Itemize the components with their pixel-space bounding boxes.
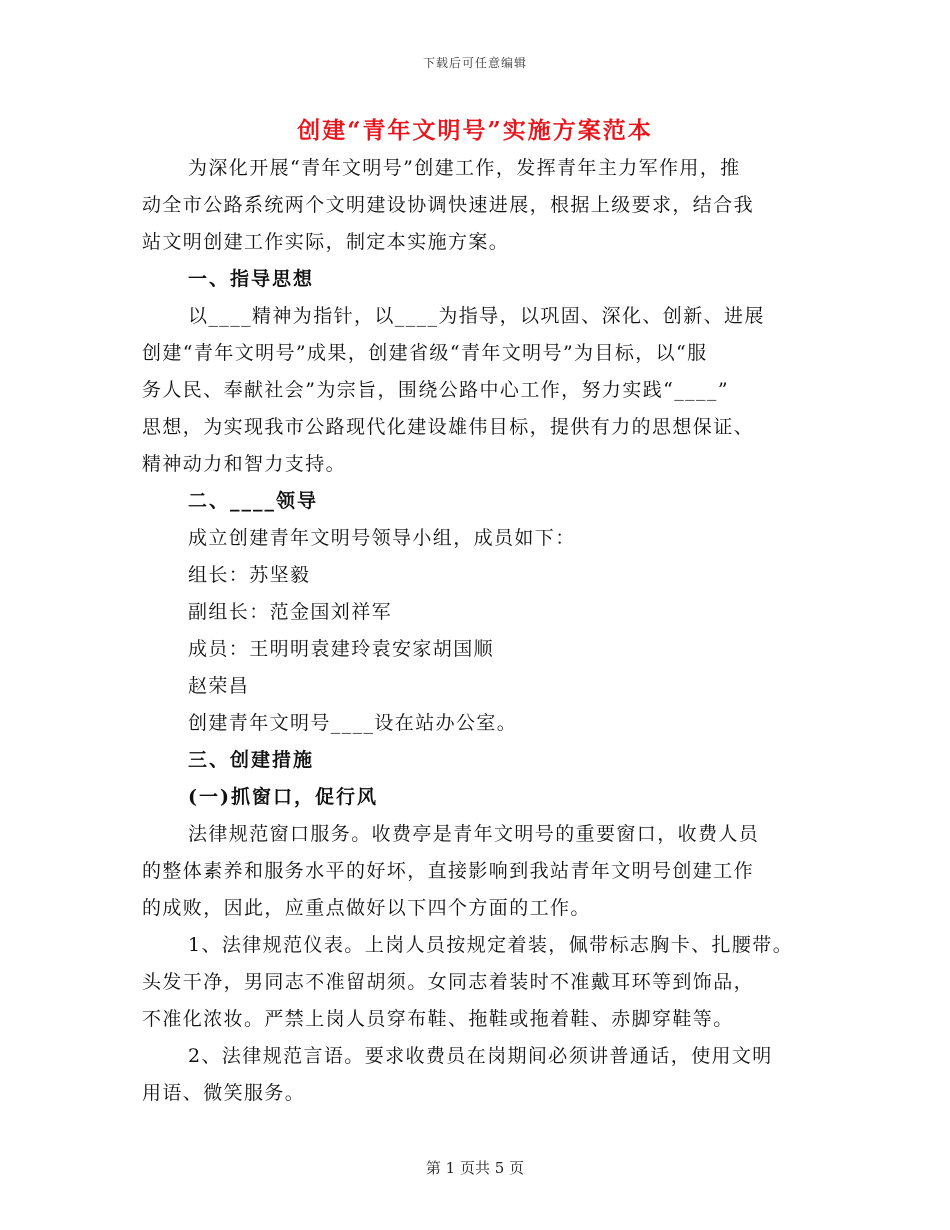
section-heading: 三、创建措施 bbox=[188, 749, 315, 771]
paragraph-line: 站文明创建工作实际，制定本实施方案。 bbox=[142, 231, 510, 253]
paragraph-line: 组长：苏坚毅 bbox=[188, 564, 311, 586]
paragraph-line: 以____精神为指针，以____为指导，以巩固、深化、创新、进展 bbox=[188, 305, 765, 327]
paragraph-line: 创建青年文明号____设在站办公室。 bbox=[188, 712, 518, 734]
page-footer: 第 1 页共 5 页 bbox=[425, 1159, 525, 1177]
section-heading: 二、____领导 bbox=[188, 490, 319, 512]
paragraph-line: 创建“青年文明号”成果，创建省级“青年文明号”为目标，以“服 bbox=[142, 342, 708, 364]
paragraph-line: 的成败，因此，应重点做好以下四个方面的工作。 bbox=[142, 897, 591, 919]
paragraph-line: 成员：王明明袁建玲袁安家胡国顺 bbox=[188, 638, 495, 660]
paragraph-line: 不准化浓妆。严禁上岗人员穿布鞋、拖鞋或拖着鞋、赤脚穿鞋等。 bbox=[142, 1008, 734, 1030]
paragraph-line: 为深化开展“青年文明号”创建工作，发挥青年主力军作用，推 bbox=[188, 157, 741, 179]
paragraph-line: 动全市公路系统两个文明建设协调快速进展，根据上级要求，结合我 bbox=[142, 194, 755, 216]
paragraph-line: 精神动力和智力支持。 bbox=[142, 453, 347, 475]
paragraph-line: 1、法律规范仪表。上岗人员按规定着装，佩带标志胸卡、扎腰带。 bbox=[188, 934, 794, 956]
paragraph-line: 赵荣昌 bbox=[188, 675, 250, 697]
paragraph-line: 2、法律规范言语。要求收费员在岗期间必须讲普通话，使用文明 bbox=[188, 1045, 773, 1067]
paragraph-line: 思想，为实现我市公路现代化建设雄伟目标，提供有力的思想保证、 bbox=[142, 416, 755, 438]
paragraph-line: 用语、微笑服务。 bbox=[142, 1082, 306, 1104]
paragraph-line: 头发干净，男同志不准留胡须。女同志着装时不准戴耳环等到饰品， bbox=[142, 971, 755, 993]
section-heading: 一、指导思想 bbox=[188, 268, 315, 290]
paragraph-line: 副组长：范金国刘祥军 bbox=[188, 601, 393, 623]
page-header: 下载后可任意编辑 bbox=[422, 56, 527, 70]
document-body bbox=[142, 150, 832, 1112]
paragraph-line: 的整体素养和服务水平的好坏，直接影响到我站青年文明号创建工作 bbox=[142, 860, 755, 882]
paragraph-line: 成立创建青年文明号领导小组，成员如下： bbox=[188, 527, 576, 549]
section-heading: (一)抓窗口，促行风 bbox=[188, 786, 378, 808]
paragraph-line: 法律规范窗口服务。收费亭是青年文明号的重要窗口，收费人员 bbox=[188, 823, 760, 845]
document-title: 创建“青年文明号”实施方案范本 bbox=[297, 117, 653, 144]
paragraph-line: 务人民、奉献社会”为宗旨，围绕公路中心工作，努力实践“____” bbox=[142, 379, 729, 401]
